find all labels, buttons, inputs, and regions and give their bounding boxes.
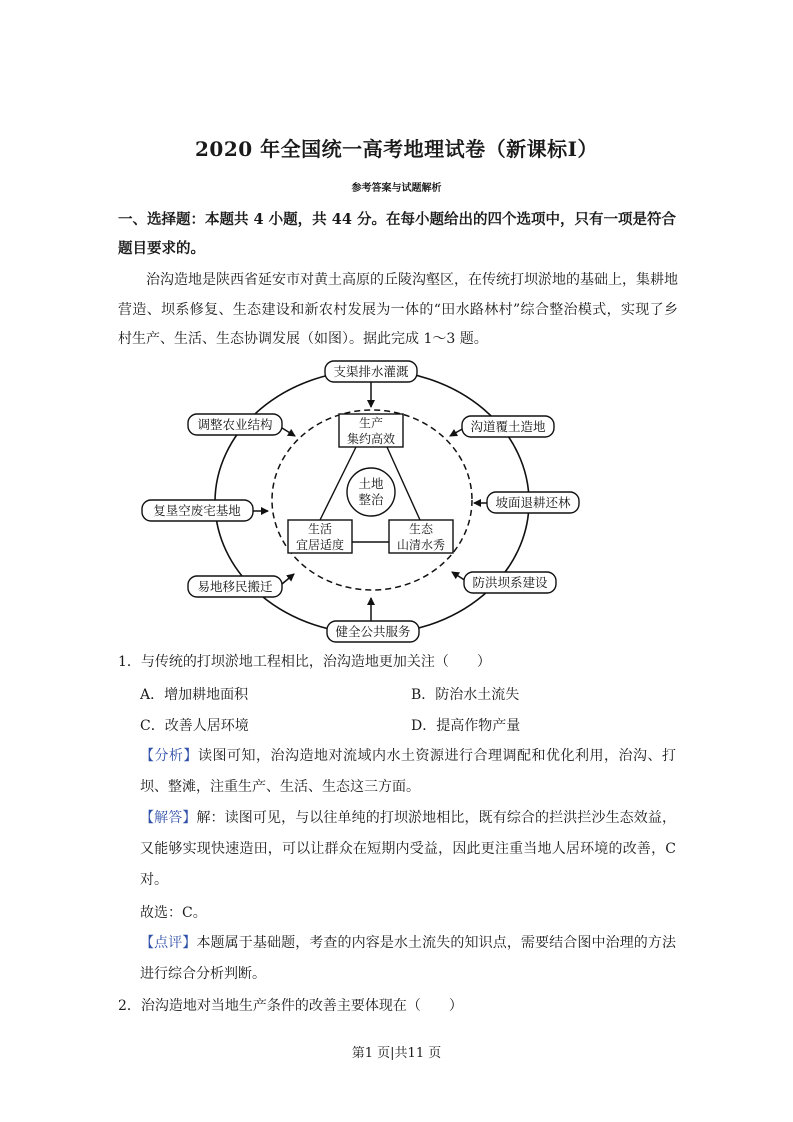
inner-box-living-line-2: 宜居适度 <box>295 538 345 552</box>
section-heading: 一、选择题：本题共 4 小题，共 44 分。在每小题给出的四个选项中，只有一项是符合题目要求的。 <box>118 211 676 257</box>
inner-box-production-line-1: 生产 <box>358 416 384 430</box>
page-footer: 第1 页|共11 页 <box>351 1046 442 1061</box>
outer-label-left: 复垦空废宅基地 <box>153 503 241 518</box>
outer-label-top: 支渠排水灌溉 <box>333 364 409 379</box>
outer-label-upper-right: 沟道覆土造地 <box>470 419 546 434</box>
question-2-stem: 2．治沟造地对当地生产条件的改善主要体现在（ ） <box>118 998 463 1014</box>
question-1-choice: 故选：C。 <box>140 905 207 921</box>
outer-label-lower-left: 易地移民搬迁 <box>197 579 273 594</box>
arrow-upper-left <box>282 428 295 436</box>
question-1-option-b: B．防治水土流失 <box>411 687 520 703</box>
comment-tag: 【点评】 <box>140 935 197 951</box>
center-label-line-1: 土地 <box>358 476 384 491</box>
question-1-stem: 1．与传统的打坝淤地工程相比，治沟造地更加关注（ ） <box>118 654 491 670</box>
question-1-comment <box>140 928 676 990</box>
question-1-answer <box>140 803 676 896</box>
inner-box-production-line-2: 集约高效 <box>346 432 396 446</box>
outer-label-upper-left: 调整农业结构 <box>197 417 273 432</box>
answer-text: 解：读图可见，与以往单纯的打坝淤地相比，既有综合的拦洪拦沙生态效益，又能够实现快速造田，可以让群众在短期内受益，因此更注重当地人居环境的改善，C 对。 <box>140 810 677 888</box>
arrow-lower-left <box>282 574 294 584</box>
outer-label-bottom: 健全公共服务 <box>335 624 411 639</box>
question-1-option-a: A．增加耕地面积 <box>140 687 249 703</box>
question-1-option-c: C．改善人居环境 <box>140 718 249 734</box>
question-1-option-d: D．提高作物产量 <box>411 718 521 734</box>
comment-text: 本题属于基础题，考查的内容是水土流失的知识点，需要结合图中治理的方法进行综合分析判断。 <box>140 935 677 982</box>
outer-label-right: 坡面退耕还林 <box>495 495 571 510</box>
land-consolidation-diagram <box>135 357 595 647</box>
analysis-text: 读图可知，治沟造地对流域内水土资源进行合理调配和优化利用，治沟、打坝、整滩，注重生产、生活、生态这三方面。 <box>140 748 676 795</box>
center-label-line-2: 整治 <box>358 492 384 507</box>
inner-box-ecology-line-2: 山清水秀 <box>396 538 446 552</box>
question-1-analysis <box>140 741 676 803</box>
document-title: 2020 年全国统一高考地理试卷（新课标Ⅰ） <box>195 137 598 161</box>
outer-label-lower-right: 防洪坝系建设 <box>472 575 548 590</box>
answer-tag: 【解答】 <box>140 810 197 826</box>
analysis-tag: 【分析】 <box>140 748 198 764</box>
inner-box-ecology-line-1: 生态 <box>408 522 434 536</box>
passage-text: 治沟造地是陕西省延安市对黄土高原的丘陵沟壑区，在传统打坝淤地的基础上，集耕地营造、坝系修复、生态建设和新农村发展为一体的“田水路林村”综合整治模式，实现了乡村生产、生活、生态协调发展（如图）。据此完成 1～3 题。 <box>118 272 678 347</box>
document-subtitle: 参考答案与试题解析 <box>351 183 442 194</box>
inner-box-living-line-1: 生活 <box>307 522 333 536</box>
